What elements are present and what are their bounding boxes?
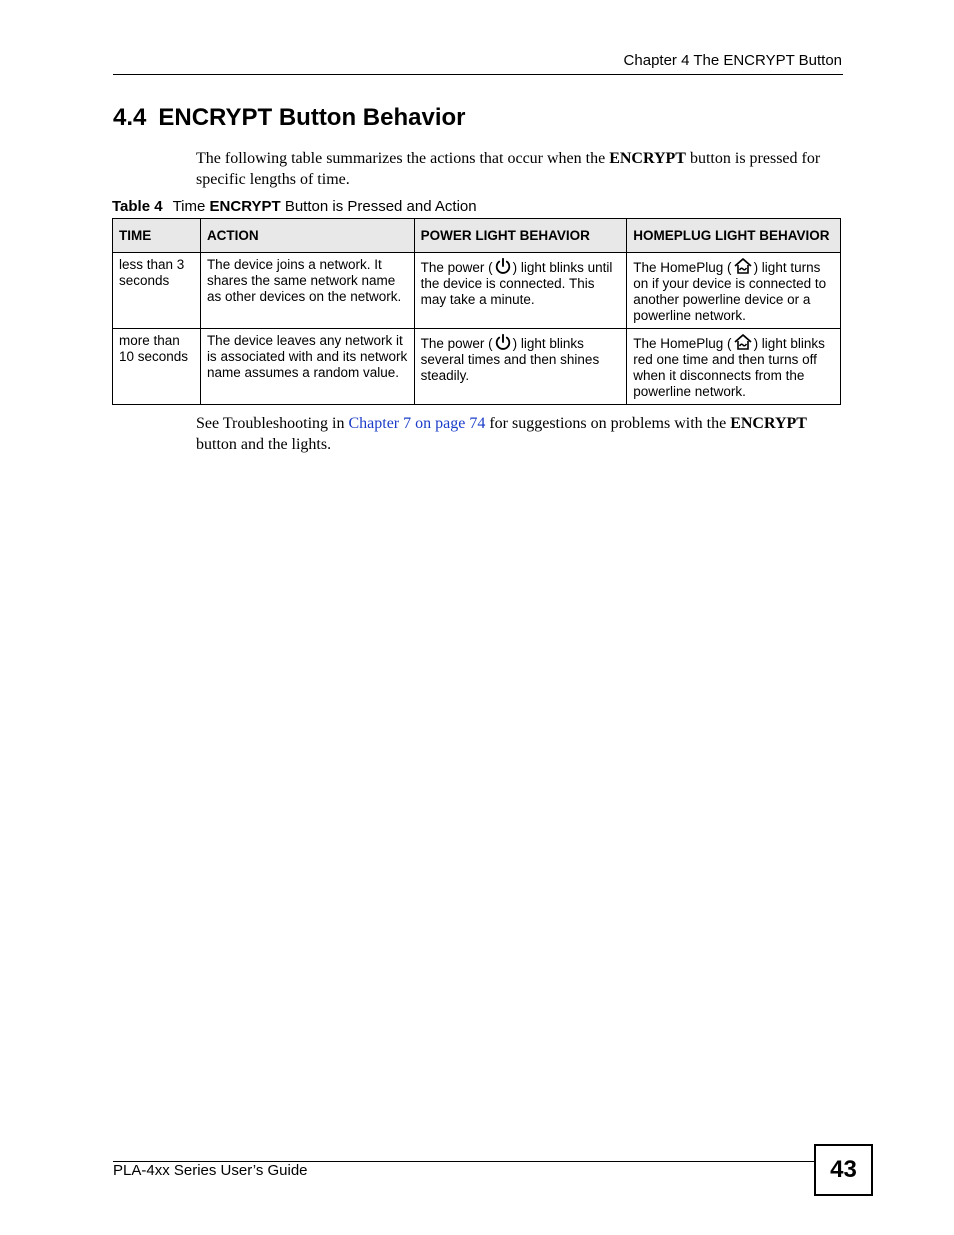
power-icon (494, 333, 512, 351)
closing-text-end: button and the lights. (196, 436, 332, 453)
power-text-start: The power ( (420, 260, 493, 275)
homeplug-icon (733, 257, 753, 275)
header-action: ACTION (200, 219, 414, 253)
cell-time: more than 10 seconds (113, 329, 201, 405)
intro-text-start: The following table summarizes the actions that occur when the (196, 150, 610, 167)
header-time: TIME (113, 219, 201, 253)
table-caption-text-end: Button is Pressed and Action (280, 198, 477, 215)
homeplug-text-start: The HomePlug ( (633, 260, 732, 275)
cell-power-behavior (414, 253, 627, 329)
table-row (113, 329, 841, 405)
closing-text-middle: for suggestions on problems with the (485, 415, 731, 432)
table-caption (112, 198, 477, 215)
closing-paragraph (196, 413, 844, 455)
power-text-end: ) light blinks until the device is connected. This may take a minute. (420, 260, 613, 307)
page-number: 43 (814, 1144, 873, 1196)
header-homeplug-light: HOMEPLUG LIGHT BEHAVIOR (627, 219, 841, 253)
section-title (113, 104, 466, 132)
power-text-start: The power ( (420, 336, 493, 351)
cell-homeplug-behavior (627, 329, 841, 405)
section-number: 4.4 (113, 104, 147, 131)
header-rule (113, 74, 843, 75)
encrypt-behavior-table (112, 218, 841, 405)
section-title-text: ENCRYPT Button Behavior (158, 104, 466, 131)
power-icon (494, 257, 512, 275)
intro-paragraph (196, 148, 844, 190)
table-header-row (113, 219, 841, 253)
running-header: Chapter 4 The ENCRYPT Button (623, 52, 842, 69)
table-caption-encrypt-term: ENCRYPT (209, 198, 281, 215)
homeplug-icon (733, 333, 753, 351)
homeplug-text-end: ) light turns on if your device is connected to another powerline device or a powerline network. (633, 260, 827, 323)
intro-text-end: button is pressed for specific lengths of time. (196, 150, 821, 188)
chapter-7-link[interactable]: Chapter 7 on page 74 (348, 415, 486, 432)
table-caption-label: Table 4 (112, 198, 163, 215)
closing-encrypt-term: ENCRYPT (730, 415, 807, 432)
intro-encrypt-term: ENCRYPT (609, 150, 686, 167)
cell-homeplug-behavior (627, 253, 841, 329)
homeplug-text-end: ) light blinks red one time and then turns off when it disconnects from the powerline network. (633, 336, 825, 399)
cell-action: The device leaves any network it is associated with and its network name assumes a random value. (200, 329, 414, 405)
table-row (113, 253, 841, 329)
table-caption-text-start: Time (172, 198, 210, 215)
header-power-light: POWER LIGHT BEHAVIOR (414, 219, 627, 253)
closing-text-start: See Troubleshooting in (196, 415, 349, 432)
cell-time: less than 3 seconds (113, 253, 201, 329)
footer-guide-title: PLA-4xx Series User’s Guide (113, 1162, 308, 1179)
homeplug-text-start: The HomePlug ( (633, 336, 732, 351)
power-text-end: ) light blinks several times and then shines steadily. (420, 336, 600, 383)
cell-action: The device joins a network. It shares the same network name as other devices on the network. (200, 253, 414, 329)
cell-power-behavior (414, 329, 627, 405)
